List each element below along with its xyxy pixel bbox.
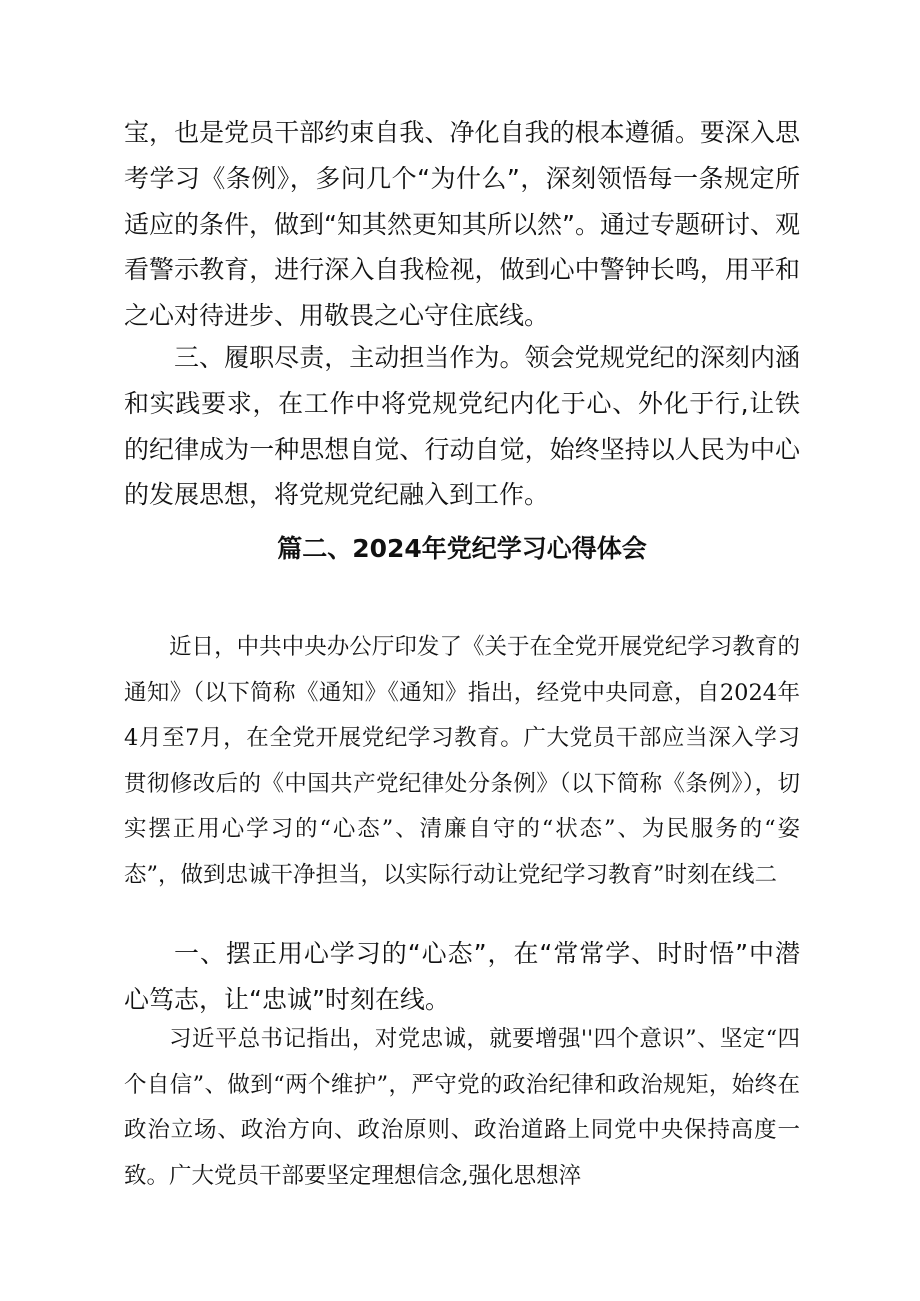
paragraph-point-three: 三、履职尽责，主动担当作为。领会党规党纪的深刻内涵和实践要求，在工作中将党规党纪内化于心、外化于行,让铁的纪律成为一种思想自觉、行动自觉，始终坚持以人民为中心的发展思想，将党规党纪融入到工作。 <box>124 343 800 510</box>
section-title: 篇二、2024年党纪学习心得体会 <box>277 534 647 563</box>
heading-point-one: 一、摆正用心学习的“心态”，在“常常学、时时悟”中潜心笃志，让“忠诚”时刻在线。 <box>124 939 800 1014</box>
paragraph-continuation: 宝，也是党员干部约束自我、净化自我的根本遵循。要深入思考学习《条例》，多问几个“为什么”，深刻领悟每一条规定所适应的条件，做到“知其然更知其所以然”。通过专题研讨、观看警示教育，进行深入自我检视，做到心中警钟长鸣，用平和之心对待进步、用敬畏之心守住底线。 <box>124 118 800 331</box>
paragraph-body-one: 习近平总书记指出，对党忠诚，就要增强''四个意识”、坚定“四个自信”、做到“两个维护”，严守党的政治纪律和政治规矩，始终在政治立场、政治方向、政治原则、政治道路上同党中央保持高度一致。广大党员干部要坚定理想信念,强化思想淬 <box>124 1026 800 1189</box>
paragraph-intro: 近日，中共中央办公厅印发了《关于在全党开展党纪学习教育的通知》（以下简称《通知》《通知》指出，经党中央同意，自2024年4月至7月，在全党开展党纪学习教育。广大党员干部应当深入学习贯彻修改后的《中国共产党纪律处分条例》（以下简称《条例》），切实摆正用心学习的“心态”、清廉自守的“状态”、为民服务的“姿态”，做到忠诚干净担当，以实际行动让党纪学习教育”时刻在线二 <box>124 634 800 888</box>
